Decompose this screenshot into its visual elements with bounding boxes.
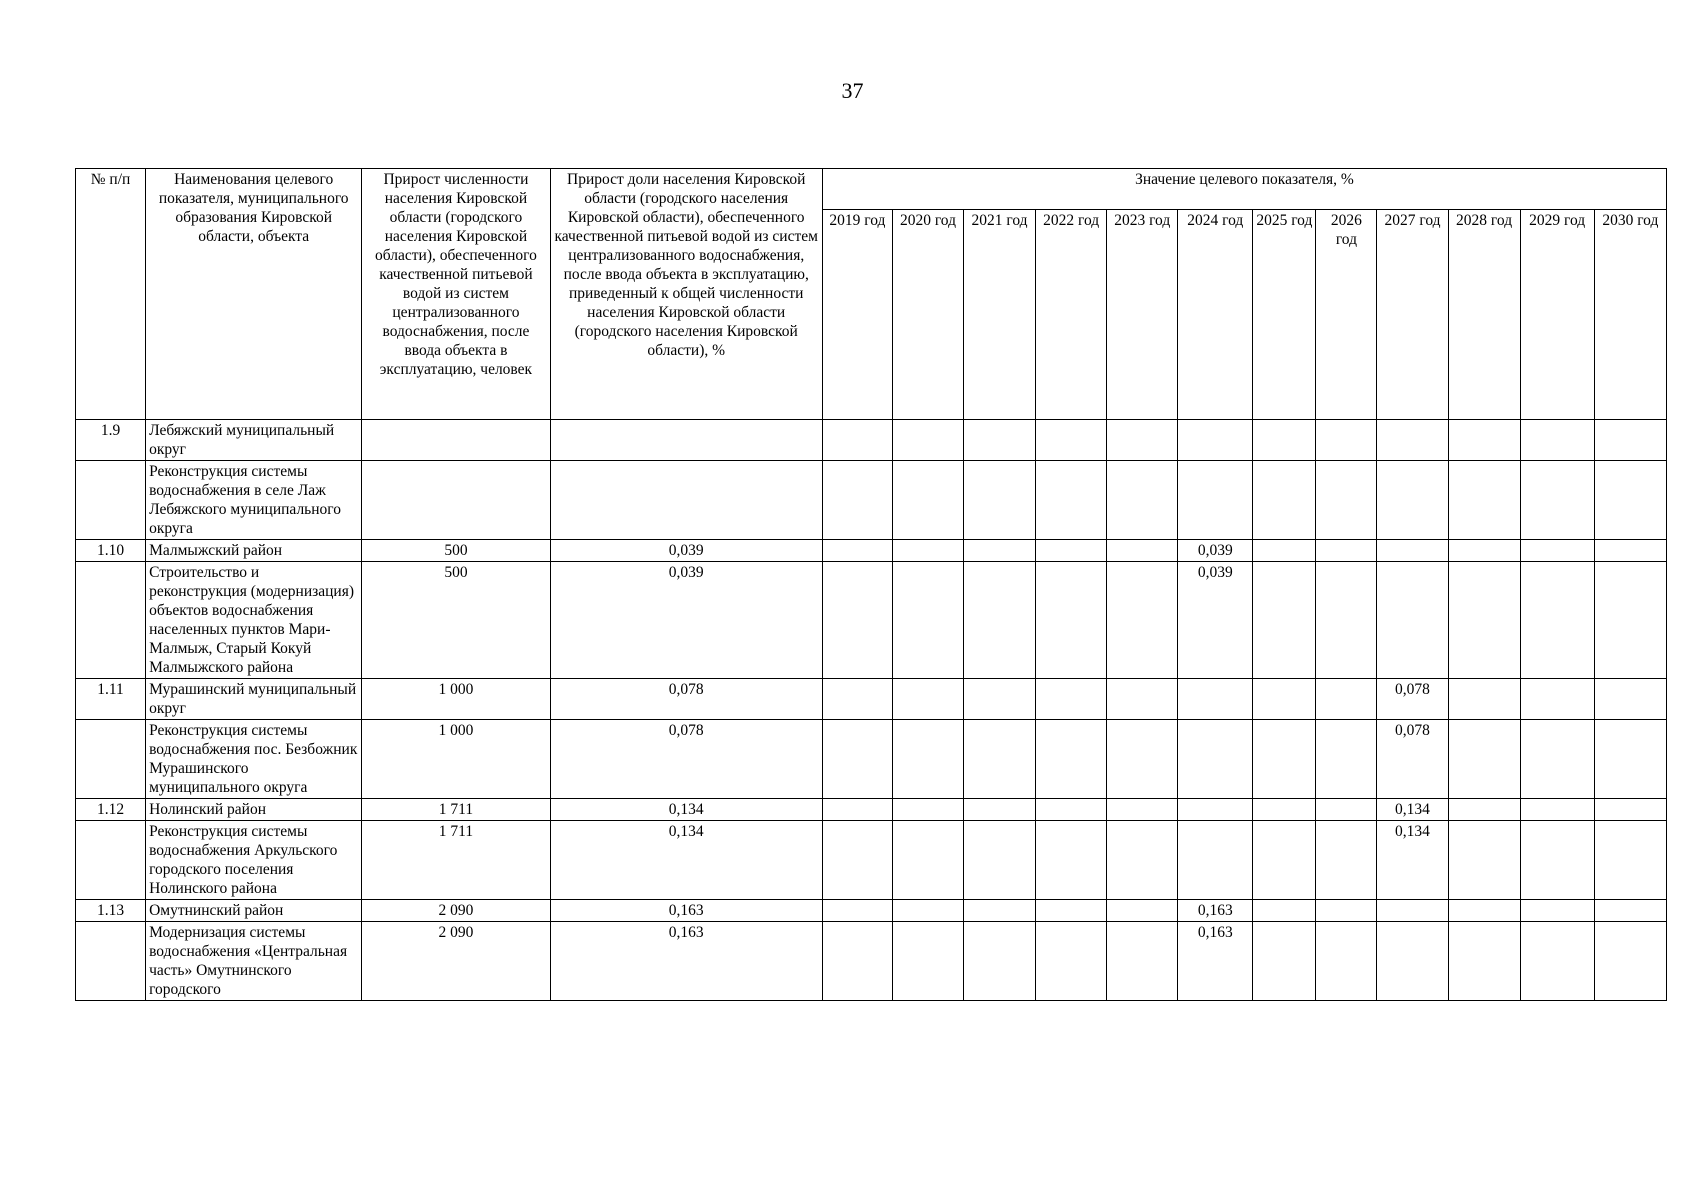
row-year-value — [1253, 821, 1316, 900]
row-growth-people: 1 711 — [362, 821, 550, 900]
row-year-value — [1448, 679, 1520, 720]
row-year-value — [1036, 679, 1107, 720]
row-year-value — [1448, 540, 1520, 562]
row-year-value — [1036, 720, 1107, 799]
row-year-value — [892, 900, 963, 922]
row-year-value — [822, 420, 892, 461]
row-year-value — [1594, 720, 1666, 799]
row-year-value — [1520, 540, 1594, 562]
row-year-value — [892, 420, 963, 461]
row-year-value — [1253, 461, 1316, 540]
row-year-value — [1107, 821, 1178, 900]
row-year-value — [1594, 922, 1666, 1001]
row-name: Реконструкция системы водоснабжения Аркульского городского поселения Нолинского района — [146, 821, 362, 900]
row-year-value — [1594, 679, 1666, 720]
row-year-value — [1178, 420, 1253, 461]
row-growth-people — [362, 461, 550, 540]
row-name: Нолинский район — [146, 799, 362, 821]
table-body — [76, 420, 1667, 1001]
row-year-value — [1594, 799, 1666, 821]
row-year-value — [1520, 420, 1594, 461]
row-year-value — [822, 461, 892, 540]
row-year-value — [822, 922, 892, 1001]
table-row — [76, 720, 1667, 799]
row-year-value — [964, 821, 1036, 900]
row-year-value — [822, 799, 892, 821]
row-year-value: 0,039 — [1178, 562, 1253, 679]
row-growth-share — [550, 461, 822, 540]
row-year-value — [892, 562, 963, 679]
row-name: Мурашинский муниципальный округ — [146, 679, 362, 720]
row-year-value — [1316, 799, 1377, 821]
header-year-2020: 2020 год — [892, 210, 963, 420]
row-year-value — [1316, 540, 1377, 562]
row-year-value — [964, 720, 1036, 799]
row-name: Малмыжский район — [146, 540, 362, 562]
row-year-value — [1107, 720, 1178, 799]
row-number — [76, 821, 146, 900]
row-year-value — [1520, 562, 1594, 679]
row-year-value — [1316, 720, 1377, 799]
row-year-value — [822, 821, 892, 900]
row-year-value — [1448, 821, 1520, 900]
row-year-value — [1107, 461, 1178, 540]
row-year-value — [1316, 461, 1377, 540]
row-year-value: 0,134 — [1377, 799, 1448, 821]
row-year-value — [1253, 799, 1316, 821]
row-year-value — [1448, 420, 1520, 461]
row-year-value — [1253, 900, 1316, 922]
row-year-value — [1448, 461, 1520, 540]
row-year-value — [1107, 679, 1178, 720]
row-year-value — [1178, 679, 1253, 720]
row-year-value — [964, 461, 1036, 540]
table-row — [76, 799, 1667, 821]
row-number: 1.12 — [76, 799, 146, 821]
table-row — [76, 461, 1667, 540]
row-growth-share: 0,039 — [550, 562, 822, 679]
row-year-value — [822, 679, 892, 720]
row-year-value — [1316, 821, 1377, 900]
row-year-value — [1036, 799, 1107, 821]
row-year-value — [822, 900, 892, 922]
row-year-value — [1036, 922, 1107, 1001]
row-growth-share: 0,039 — [550, 540, 822, 562]
row-year-value — [1448, 799, 1520, 821]
row-number — [76, 922, 146, 1001]
row-year-value — [822, 540, 892, 562]
header-year-2024: 2024 год — [1178, 210, 1253, 420]
row-year-value — [892, 922, 963, 1001]
row-year-value — [964, 799, 1036, 821]
row-year-value — [1036, 420, 1107, 461]
row-year-value: 0,163 — [1178, 900, 1253, 922]
table-row — [76, 562, 1667, 679]
header-num: № п/п — [76, 169, 146, 420]
row-name: Строительство и реконструкция (модернизация) объектов водоснабжения населенных пунктов Мари-Малмыж, Старый Кокуй Малмыжского района — [146, 562, 362, 679]
row-year-value — [1594, 900, 1666, 922]
row-growth-share — [550, 420, 822, 461]
row-year-value — [822, 720, 892, 799]
row-year-value — [1036, 562, 1107, 679]
row-year-value — [1594, 461, 1666, 540]
header-year-2027: 2027 год — [1377, 210, 1448, 420]
row-year-value — [1036, 821, 1107, 900]
row-year-value — [1316, 562, 1377, 679]
row-year-value — [1594, 821, 1666, 900]
row-year-value — [1594, 540, 1666, 562]
row-year-value — [1107, 562, 1178, 679]
row-name: Омутнинский район — [146, 900, 362, 922]
row-growth-people: 1 711 — [362, 799, 550, 821]
row-year-value — [1594, 562, 1666, 679]
row-year-value — [1448, 720, 1520, 799]
row-year-value — [964, 900, 1036, 922]
row-year-value — [964, 540, 1036, 562]
header-year-2022: 2022 год — [1036, 210, 1107, 420]
row-year-value — [1253, 679, 1316, 720]
row-year-value: 0,078 — [1377, 679, 1448, 720]
row-year-value — [1253, 562, 1316, 679]
row-year-value — [964, 420, 1036, 461]
page-number: 37 — [841, 78, 864, 103]
header-year-2023: 2023 год — [1107, 210, 1178, 420]
table-row — [76, 900, 1667, 922]
row-name: Реконструкция системы водоснабжения пос. Безбожник Мурашинского муниципального округа — [146, 720, 362, 799]
table-row — [76, 420, 1667, 461]
row-name: Модернизация системы водоснабжения «Центральная часть» Омутнинского городского — [146, 922, 362, 1001]
row-year-value: 0,039 — [1178, 540, 1253, 562]
row-year-value — [1377, 922, 1448, 1001]
header-growth-share: Прирост доли населения Кировской области (городского населения Кировской области), обеспеченного качественной питьевой водой из систем централизованного водоснабжения, после ввода объекта в эксплуатацию, приведенный к общей численности населения Кировской области (городского населения Кировской области), % — [550, 169, 822, 420]
row-number — [76, 461, 146, 540]
row-growth-people — [362, 420, 550, 461]
row-year-value — [1178, 461, 1253, 540]
table-row — [76, 922, 1667, 1001]
row-number: 1.9 — [76, 420, 146, 461]
row-growth-people: 2 090 — [362, 900, 550, 922]
row-year-value — [1107, 922, 1178, 1001]
row-year-value — [1107, 799, 1178, 821]
header-year-2019: 2019 год — [822, 210, 892, 420]
row-growth-share: 0,163 — [550, 922, 822, 1001]
row-year-value: 0,134 — [1377, 821, 1448, 900]
row-year-value — [1178, 720, 1253, 799]
row-year-value — [1377, 420, 1448, 461]
row-name: Лебяжский муниципальный округ — [146, 420, 362, 461]
row-year-value — [1107, 900, 1178, 922]
row-year-value: 0,078 — [1377, 720, 1448, 799]
header-year-2025: 2025 год — [1253, 210, 1316, 420]
row-year-value — [1107, 540, 1178, 562]
row-growth-share: 0,134 — [550, 799, 822, 821]
header-name: Наименования целевого показателя, муниципального образования Кировской области, объекта — [146, 169, 362, 420]
table-row — [76, 540, 1667, 562]
row-year-value — [1520, 821, 1594, 900]
row-year-value — [1253, 540, 1316, 562]
row-number: 1.10 — [76, 540, 146, 562]
row-growth-people: 1 000 — [362, 720, 550, 799]
row-growth-share: 0,163 — [550, 900, 822, 922]
header-year-2021: 2021 год — [964, 210, 1036, 420]
row-growth-people: 1 000 — [362, 679, 550, 720]
header-target-value: Значение целевого показателя, % — [822, 169, 1666, 210]
row-year-value — [822, 562, 892, 679]
row-year-value — [1377, 900, 1448, 922]
row-year-value — [1377, 562, 1448, 679]
row-year-value — [964, 679, 1036, 720]
header-year-2030: 2030 год — [1594, 210, 1666, 420]
row-year-value — [1253, 922, 1316, 1001]
row-year-value — [964, 922, 1036, 1001]
row-year-value — [1377, 461, 1448, 540]
row-year-value — [892, 540, 963, 562]
row-year-value — [892, 679, 963, 720]
row-year-value — [1520, 900, 1594, 922]
row-growth-people: 2 090 — [362, 922, 550, 1001]
row-name: Реконструкция системы водоснабжения в селе Лаж Лебяжского муниципального округа — [146, 461, 362, 540]
row-year-value: 0,163 — [1178, 922, 1253, 1001]
table-row — [76, 679, 1667, 720]
header-growth-people: Прирост численности населения Кировской области (городского населения Кировской области), обеспеченного качественной питьевой водой из систем централизованного водоснабжения, после ввода объекта в эксплуатацию, человек — [362, 169, 550, 420]
header-year-2029: 2029 год — [1520, 210, 1594, 420]
row-number: 1.13 — [76, 900, 146, 922]
row-year-value — [1448, 900, 1520, 922]
row-year-value — [1448, 922, 1520, 1001]
header-year-2026: 2026 год — [1316, 210, 1377, 420]
row-number: 1.11 — [76, 679, 146, 720]
row-year-value — [892, 799, 963, 821]
row-year-value — [1448, 562, 1520, 679]
row-year-value — [1316, 420, 1377, 461]
row-year-value — [892, 461, 963, 540]
row-year-value — [1253, 420, 1316, 461]
row-year-value — [1520, 799, 1594, 821]
row-growth-people: 500 — [362, 562, 550, 679]
row-year-value — [1036, 900, 1107, 922]
row-year-value — [1520, 679, 1594, 720]
row-year-value — [1178, 821, 1253, 900]
row-year-value — [1253, 720, 1316, 799]
row-growth-share: 0,134 — [550, 821, 822, 900]
row-year-value — [1036, 540, 1107, 562]
row-year-value — [1594, 420, 1666, 461]
row-year-value — [964, 562, 1036, 679]
row-year-value — [1107, 420, 1178, 461]
row-year-value — [892, 821, 963, 900]
row-year-value — [1520, 720, 1594, 799]
row-year-value — [1036, 461, 1107, 540]
row-year-value — [1520, 461, 1594, 540]
row-year-value — [1178, 799, 1253, 821]
row-number — [76, 720, 146, 799]
row-year-value — [1316, 900, 1377, 922]
table-row — [76, 821, 1667, 900]
row-year-value — [1316, 922, 1377, 1001]
row-year-value — [1316, 679, 1377, 720]
table-header — [76, 169, 1667, 420]
row-growth-share: 0,078 — [550, 679, 822, 720]
header-year-2028: 2028 год — [1448, 210, 1520, 420]
row-year-value — [1377, 540, 1448, 562]
row-growth-share: 0,078 — [550, 720, 822, 799]
row-growth-people: 500 — [362, 540, 550, 562]
row-year-value — [1520, 922, 1594, 1001]
row-year-value — [892, 720, 963, 799]
row-number — [76, 562, 146, 679]
target-indicator-table — [75, 168, 1667, 1001]
